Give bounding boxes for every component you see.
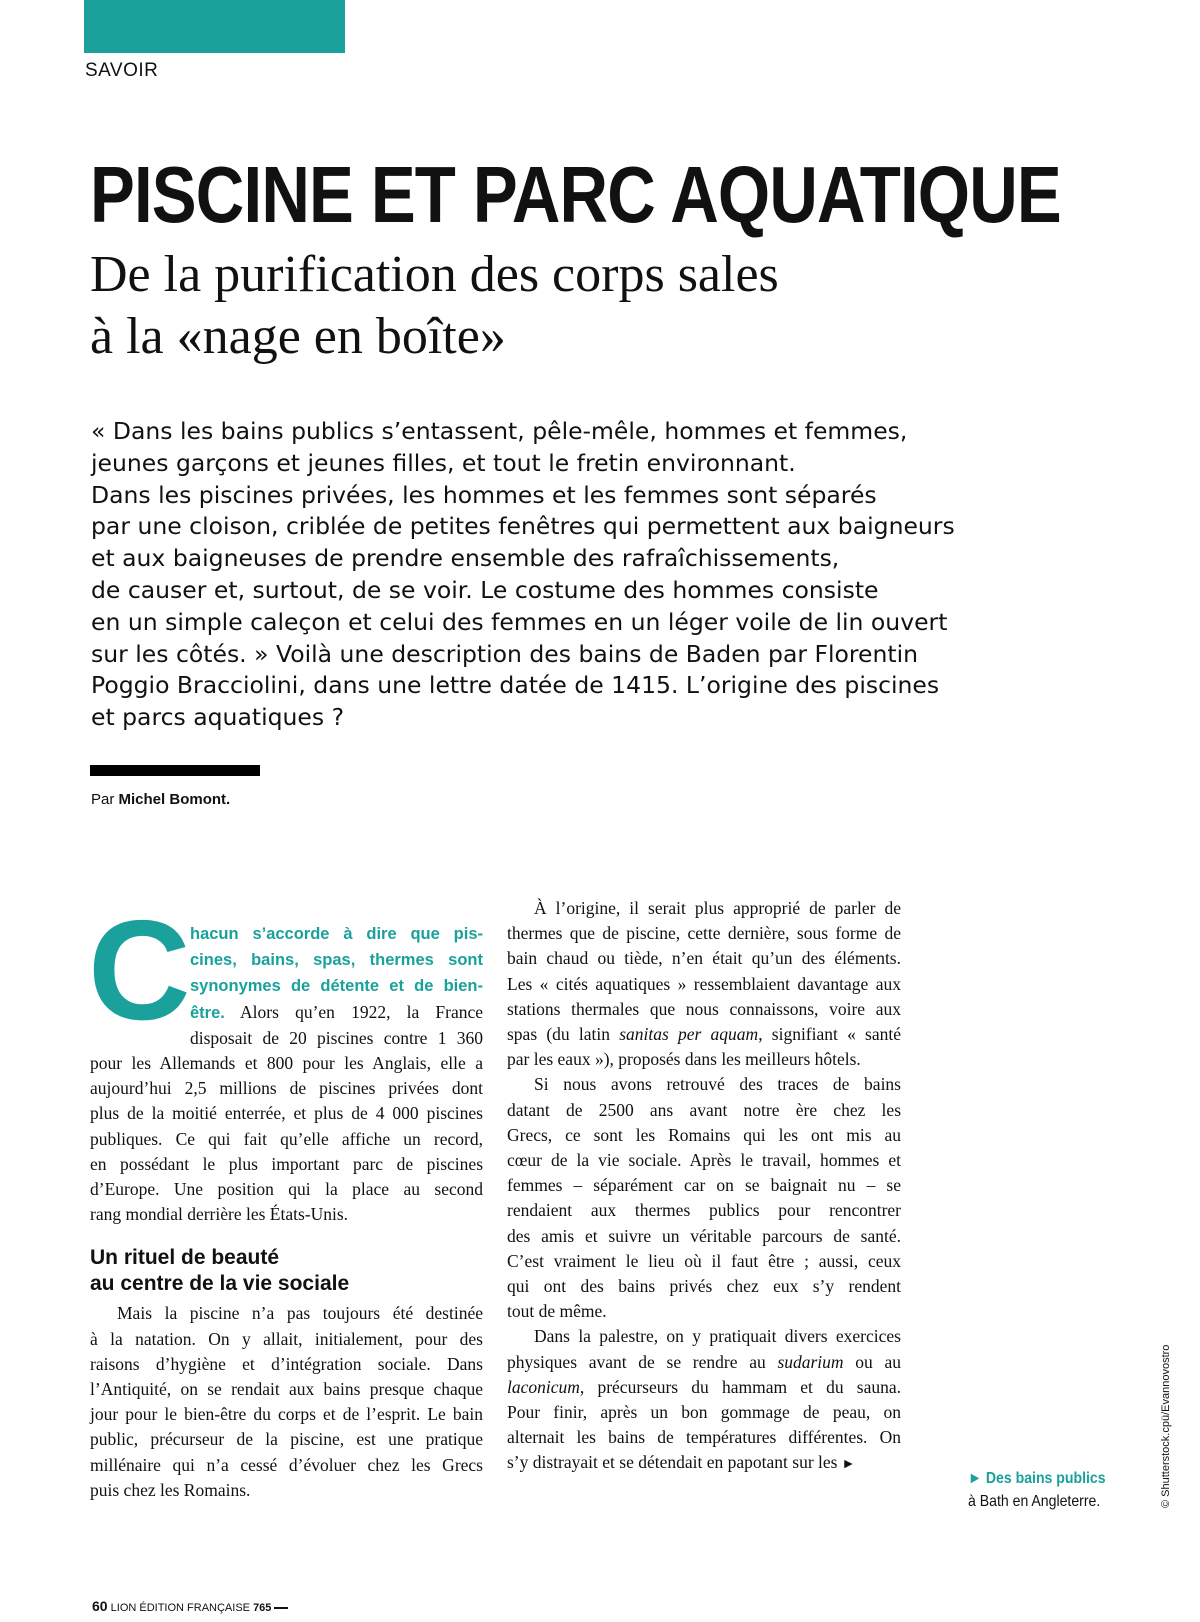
section-color-tab xyxy=(84,0,345,53)
section-subhead xyxy=(90,1245,483,1297)
continue-arrow-icon: ► xyxy=(841,1457,856,1473)
lead-line: de causer et, surtout, de se voir. Le costume des hommes consiste xyxy=(91,575,879,604)
issue-number: 765 xyxy=(253,1602,272,1614)
byline-rule xyxy=(90,765,260,776)
right-column xyxy=(507,896,901,1478)
body-line: spas (du latin sanitas per aquam, signifiant « santé xyxy=(507,1024,901,1045)
lead-paragraph xyxy=(91,416,991,734)
body-line: public, précurseur de la piscine, est une pratique xyxy=(90,1429,483,1450)
page-footer xyxy=(92,1598,288,1614)
byline-prefix: Par xyxy=(91,791,115,808)
body-line: thermes que de piscine, cette dernière, sous forme de xyxy=(507,923,901,944)
caption-text: à Bath en Angleterre. xyxy=(968,1493,1101,1510)
drop-cap: C xyxy=(88,891,191,1050)
subtitle-line: à la «nage en boîte» xyxy=(90,308,506,365)
lead-line: et parcs aquatiques ? xyxy=(91,703,345,732)
lead-line: par une cloison, criblée de petites fenêtres qui permettent aux baigneurs xyxy=(91,512,955,541)
body-line: Dans la palestre, on y pratiquait divers exercices xyxy=(534,1326,901,1347)
body-line: raisons d’hygiène et d’intégration sociale. Dans xyxy=(90,1353,483,1374)
subhead-line: au centre de la vie sociale xyxy=(90,1272,350,1296)
body-line: stations thermales que nous connaissons, voire aux xyxy=(507,998,901,1019)
subhead-line: Un rituel de beauté xyxy=(90,1246,280,1270)
body-line: par les eaux »), proposés dans les meilleurs hôtels. xyxy=(507,1049,861,1070)
byline-author: Michel Bomont. xyxy=(118,791,231,808)
body-line: physiques avant de se rendre au sudarium ou au xyxy=(507,1351,901,1372)
body-line: plus de la moitié enterrée, et plus de 4 000 piscines xyxy=(90,1103,483,1124)
body-line: en possédant le plus important parc de piscines xyxy=(90,1153,483,1174)
body-line: À l’origine, il serait plus approprié de parler de xyxy=(534,898,901,918)
intro-line: être. Alors qu’en 1922, la France xyxy=(190,1001,483,1022)
lead-line: jeunes garçons et jeunes filles, et tout le fretin environnant. xyxy=(91,448,796,477)
body-line: rang mondial derrière les États-Unis. xyxy=(90,1204,349,1225)
body-line: publiques. Ce qui fait qu’elle affiche un record, xyxy=(90,1128,483,1149)
lead-line: en un simple caleçon et celui des femmes en un léger voile de lin ouvert xyxy=(91,607,948,636)
body-line: Grecs, ce sont les Romains qui les ont mis au xyxy=(507,1124,901,1145)
body-line: Les « cités aquatiques » ressemblaient davantage aux xyxy=(507,973,901,994)
caption-title: Des bains publics xyxy=(985,1470,1106,1487)
subtitle-line: De la purification des corps sales xyxy=(90,246,779,303)
body-line: femmes – séparément car on se baignait nu – se xyxy=(507,1175,901,1196)
body-line: s’y distrayait et se détendait en papotant sur les ► xyxy=(507,1452,856,1473)
body-line: tout de même. xyxy=(507,1301,607,1322)
lead-line: Dans les piscines privées, les hommes et les femmes sont séparés xyxy=(91,480,877,509)
article-subtitle xyxy=(90,244,779,368)
section-label: SAVOIR xyxy=(85,60,159,81)
body-line: qui ont des bains privés chez eux s’y rendent xyxy=(507,1276,901,1297)
lead-line: Poggio Bracciolini, dans une lettre datée de 1415. L’origine des piscines xyxy=(91,671,940,700)
magazine-name: LION ÉDITION FRANÇAISE xyxy=(110,1602,250,1614)
body-line: Pour finir, après un bon gommage de peau, on xyxy=(507,1402,901,1423)
intro-line: synonymes de détente et de bien- xyxy=(190,977,483,996)
body-line: à la natation. On y allait, initialement, pour des xyxy=(90,1328,483,1349)
body-line: rendaient aux thermes publics pour rencontrer xyxy=(507,1200,901,1221)
intro-line: hacun s’accorde à dire que pis- xyxy=(190,925,483,943)
photo-credit: © Shutterstock.cpü/Evannovostro xyxy=(1160,1344,1172,1508)
body-line: jour pour le bien-être du corps et de l’esprit. Le bain xyxy=(90,1404,483,1425)
body-line: datant de 2500 ans avant notre ère chez les xyxy=(507,1099,901,1120)
caption-arrow-icon: ► xyxy=(968,1470,982,1487)
body-line: laconicum, précurseurs du hammam et du sauna. xyxy=(507,1376,901,1397)
body-line: Si nous avons retrouvé des traces de bains xyxy=(534,1074,901,1095)
lead-line: « Dans les bains publics s’entassent, pêle-mêle, hommes et femmes, xyxy=(91,417,908,445)
body-line: bain chaud ou tiède, n’en était qu’un des éléments. xyxy=(507,948,901,969)
body-line: Mais la piscine n’a pas toujours été destinée xyxy=(117,1303,483,1324)
body-line: alternait les bains de températures différentes. On xyxy=(507,1427,901,1448)
body-line: l’Antiquité, on se rendait aux bains presque chaque xyxy=(90,1379,483,1400)
left-column xyxy=(90,921,483,1503)
body-line: puis chez les Romains. xyxy=(90,1479,251,1500)
lead-line: sur les côtés. » Voilà une description des bains de Baden par Florentin xyxy=(91,639,919,668)
body-line: des amis et suivre un véritable parcours de santé. xyxy=(507,1225,901,1246)
body-line: d’Europe. Une position qui la place au second xyxy=(90,1179,483,1200)
lead-line: et aux baigneuses de prendre ensemble des rafraîchissements, xyxy=(91,544,840,573)
body-line: pour les Allemands et 800 pour les Anglais, elle a xyxy=(90,1053,483,1074)
intro-line: cines, bains, spas, thermes sont xyxy=(190,951,483,970)
page-number: 60 xyxy=(92,1598,108,1614)
body-line: aujourd’hui 2,5 millions de piscines privées dont xyxy=(90,1078,483,1099)
body-line: millénaire qui n’a cessé d’évoluer chez les Grecs xyxy=(90,1454,483,1475)
article-title: PISCINE ET PARC AQUATIQUE xyxy=(90,150,1061,239)
body-line: C’est vraiment le lieu où il faut être ; aussi, ceux xyxy=(507,1250,901,1271)
byline xyxy=(91,791,230,808)
footer-dash xyxy=(274,1607,288,1609)
body-line: cœur de la vie sociale. Après le travail, hommes et xyxy=(507,1150,901,1171)
photo-caption xyxy=(968,1467,1106,1513)
body-line: disposait de 20 piscines contre 1 360 xyxy=(190,1027,483,1048)
